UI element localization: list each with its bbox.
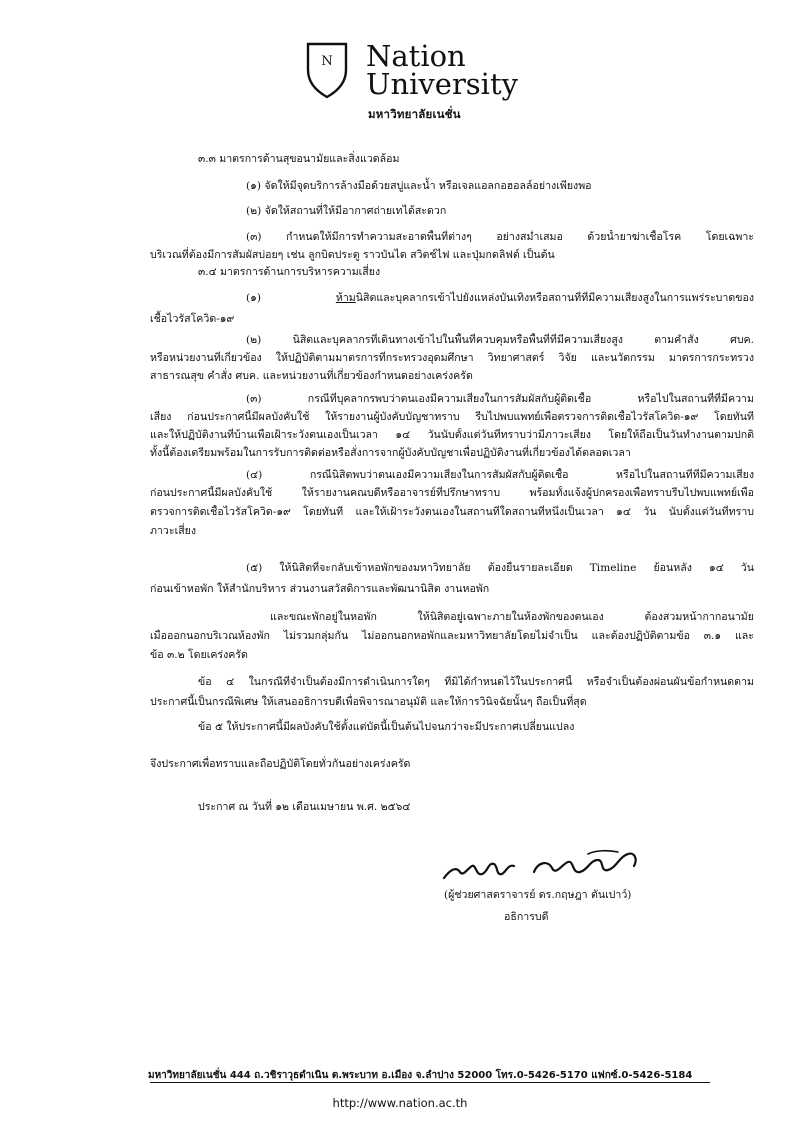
section-heading: ๓.๔ มาตรการด้านการบริหารความเสี่ยง bbox=[198, 266, 381, 278]
paragraph-line: ก่อนเข้าหอพัก ให้สำนักบริหาร ส่วนงานสวัสดิการและพัฒนานิสิต งานหอพัก bbox=[150, 583, 490, 595]
paragraph-line: เสี่ยง ก่อนประกาศนี้มีผลบังคับใช้ ให้รายงานผู้บังคับบัญชาทราบ รีบไปพบแพทย์เพื่อตรวจการติดเชื้อไวรัสโควิด-๑๙ โดยทันที bbox=[150, 411, 754, 423]
paragraph-line: เชื้อไวรัสโควิด-๑๙ bbox=[150, 313, 235, 325]
footer-website[interactable]: http://www.nation.ac.th bbox=[332, 1096, 468, 1110]
handwritten-signature bbox=[438, 846, 648, 886]
paragraph-line: สาธารณสุข คำสั่ง ศบค. และหน่วยงานที่เกี่ยวข้องกำหนดอย่างเคร่งครัด bbox=[150, 370, 473, 382]
footer-address: มหาวิทยาลัยเนชั่น 444 ถ.วชิราวุธดำเนิน ต.พระบาท อ.เมือง จ.ลำปาง 52000 โทร.0-5426-5170 แฟกซ์.0-5426-5184 bbox=[148, 1070, 693, 1081]
paragraph-line: (๑) จัดให้มีจุดบริการล้างมือด้วยสบู่และน้ำ หรือเจลแอลกอฮอลล์อย่างเพียงพอ bbox=[246, 180, 592, 192]
paragraph-line: และขณะพักอยู่ในหอพัก ให้นิสิตอยู่เฉพาะภายในห้องพักของตนเอง ต้องสวมหน้ากากอนามัย bbox=[270, 611, 754, 623]
paragraph-line: (๓) กำหนดให้มีการทำความสะอาดพื้นที่ต่างๆ อย่างสม่ำเสมอ ด้วยน้ำยาฆ่าเชื้อโรค โดยเฉพาะ bbox=[246, 231, 754, 243]
footer-divider bbox=[150, 1082, 710, 1083]
item-number: (๑) bbox=[246, 292, 336, 304]
shield-logo-icon bbox=[304, 40, 350, 100]
paragraph-line bbox=[150, 291, 754, 305]
logo-name-line1: Nation bbox=[366, 39, 466, 73]
paragraph-line: ตรวจการติดเชื้อไวรัสโควิด-๑๙ โดยทันที และให้เฝ้าระวังตนเองในสถานที่ใดสถานที่หนึ่งเป็นเวลา ๑๔ วัน นับตั้งแต่วันที่ทราบ bbox=[150, 506, 754, 518]
signer-name: (ผู้ช่วยศาสตราจารย์ ดร.กฤษฎา ตันเปาว์) bbox=[444, 889, 632, 901]
paragraph-line: บริเวณที่ต้องมีการสัมผัสบ่อยๆ เช่น ลูกบิดประตู ราวบันได สวิตช์ไฟ และปุ่มกดลิฟต์ เป็นต้น bbox=[150, 249, 555, 261]
paragraph-line: ข้อ ๓.๒ โดยเคร่งครัด bbox=[150, 649, 248, 661]
paragraph-line: ภาวะเสี่ยง bbox=[150, 525, 197, 537]
logo-name-thai: มหาวิทยาลัยเนชั่น bbox=[368, 107, 461, 121]
paragraph-line: ก่อนประกาศนี้มีผลบังคับใช้ ให้รายงานคณบดีหรืออาจารย์ที่ปรึกษาทราบ พร้อมทั้งแจ้งผู้ปกครองเพื่อทราบรีบไปพบแพทย์เพื่อ bbox=[150, 487, 754, 499]
logo-mark: N bbox=[321, 54, 333, 69]
item-text: นิสิตและบุคลากรเข้าไปยังแหล่งบันเทิงหรือสถานที่ที่มีความเสี่ยงสูงในการแพร่ระบาดของ bbox=[355, 292, 754, 304]
paragraph-line: ทั้งนี้ต้องเตรียมพร้อมในการรับการติดต่อหรือสั่งการจากผู้บังคับบัญชาเพื่อปฏิบัติงานที่เกี่ยวข้องได้ตลอดเวลา bbox=[150, 447, 631, 459]
logo-name-line2: University bbox=[366, 67, 518, 101]
underlined-word: ห้าม bbox=[335, 292, 356, 304]
paragraph-line: หรือหน่วยงานที่เกี่ยวข้อง ให้ปฏิบัติตามมาตรการที่กระทรวงอุดมศึกษา วิทยาศาสตร์ วิจัย และนวัตกรรม มาตรการกระทรวง bbox=[150, 352, 754, 364]
paragraph-line: ประกาศนี้เป็นกรณีพิเศษ ให้เสนออธิการบดีเพื่อพิจารณาอนุมัติ และให้การวินิจฉัยนั้นๆ ถือเป็นที่สุด bbox=[150, 696, 587, 708]
paragraph-line: (๒) นิสิตและบุคลากรที่เดินทางเข้าไปในพื้นที่ควบคุมหรือพื้นที่ที่มีความเสี่ยงสูง ตามคำสั่ง ศบค. bbox=[246, 334, 754, 346]
paragraph-line: ข้อ ๕ ให้ประกาศนี้มีผลบังคับใช้ตั้งแต่บัดนี้เป็นต้นไปจนกว่าจะมีประกาศเปลี่ยนแปลง bbox=[198, 721, 575, 733]
university-logo bbox=[304, 38, 534, 121]
paragraph-line: (๓) กรณีที่บุคลากรพบว่าตนเองมีความเสี่ยงในการสัมผัสกับผู้ติดเชื้อ หรือไปในสถานที่ที่มีความ bbox=[246, 393, 754, 405]
paragraph-line: ข้อ ๔ ในกรณีที่จำเป็นต้องมีการดำเนินการใดๆ ที่มิได้กำหนดไว้ในประกาศนี้ หรือจำเป็นต้องผ่อนผันข้อกำหนดตาม bbox=[198, 676, 754, 688]
paragraph-line: (๒) จัดให้สถานที่ให้มีอากาศถ่ายเทได้สะดวก bbox=[246, 205, 447, 217]
paragraph-line: (๔) กรณีนิสิตพบว่าตนเองมีความเสี่ยงในการสัมผัสกับผู้ติดเชื้อ หรือไปในสถานที่ที่มีความเสี่ยง bbox=[246, 469, 754, 481]
section-heading: ๓.๓ มาตรการด้านสุขอนามัยและสิ่งแวดล้อม bbox=[198, 153, 400, 165]
paragraph-line: (๕) ให้นิสิตที่จะกลับเข้าหอพักของมหาวิทยาลัย ต้องยื่นรายละเอียด Timeline ย้อนหลัง ๑๔ วัน bbox=[246, 562, 754, 574]
signer-position: อธิการบดี bbox=[504, 911, 549, 923]
paragraph-line: และให้ปฏิบัติงานที่บ้านเพื่อเฝ้าระวังตนเองเป็นเวลา ๑๔ วันนับตั้งแต่วันที่ทราบว่ามีภาวะเสี่ยง โดยให้ถือเป็นวันทำงานตามปกติ bbox=[150, 429, 754, 441]
announcement-date: ประกาศ ณ วันที่ ๑๒ เดือนเมษายน พ.ศ. ๒๕๖๔ bbox=[198, 801, 411, 813]
closing-line: จึงประกาศเพื่อทราบและถือปฏิบัติโดยทั่วกันอย่างเคร่งครัด bbox=[150, 758, 411, 770]
paragraph-line: เมื่อออกนอกบริเวณห้องพัก ไม่รวมกลุ่มกัน ไม่ออกนอกหอพักและมหาวิทยาลัยโดยไม่จำเป็น และต้องปฏิบัติตามข้อ ๓.๑ และ bbox=[150, 630, 754, 642]
